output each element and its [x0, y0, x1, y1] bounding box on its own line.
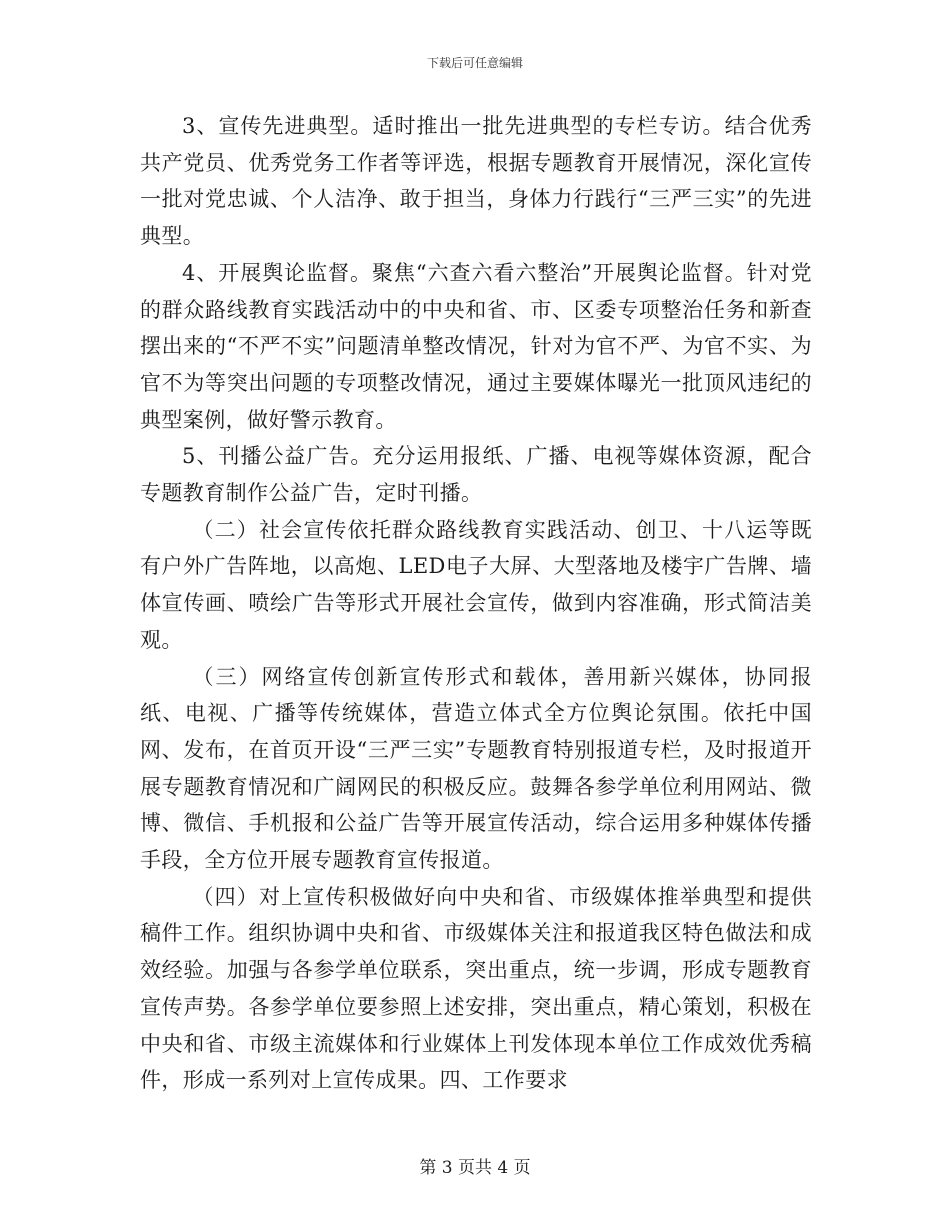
paragraph-publicize-models: 3、宣传先进典型。适时推出一批先进典型的专栏专访。结合优秀共产党员、优秀党务工作者等评选，根据专题教育开展情况，深化宣传一批对党忠诚、个人洁净、敢于担当，身体力行践行“三严三实”的先进典型。: [140, 114, 812, 249]
paragraph-upward-publicity: （四）对上宣传积极做好向中央和省、市级媒体推举典型和提供稿件工作。组织协调中央和省、市级媒体关注和报道我区特色做法和成效经验。加强与各参学单位联系，突出重点，统一步调，形成专题教育宣传声势。各参学单位要参照上述安排，突出重点，精心策划，积极在中央和省、市级主流媒体和行业媒体上刊发体现本单位工作成效优秀稿件，形成一系列对上宣传成果。四、工作要求: [140, 884, 812, 1093]
paragraph-social-publicity: （二）社会宣传依托群众路线教育实践活动、创卫、十八运等既有户外广告阵地，以高炮、LED电子大屏、大型落地及楼宇广告牌、墙体宣传画、喷绘广告等形式开展社会宣传，做到内容准确，形式简洁美观。: [140, 517, 812, 652]
document-body: [140, 108, 812, 1099]
paragraph-public-opinion-supervision: 4、开展舆论监督。聚焦“六查六看六整治”开展舆论监督。针对党的群众路线教育实践活动中的中央和省、市、区委专项整治任务和新查摆出来的“不严不实”问题清单整改情况，针对为官不严、为官不实、为官不为等突出问题的专项整改情况，通过主要媒体曝光一批顶风违纪的典型案例，做好警示教育。: [140, 260, 812, 432]
paragraph-online-publicity: （三）网络宣传创新宣传形式和载体，善用新兴媒体，协同报纸、电视、广播等传统媒体，营造立体式全方位舆论氛围。依托中国网、发布，在首页开设“三严三实”专题教育特别报道专栏，及时报道开展专题教育情况和广阔网民的积极反应。鼓舞各参学单位利用网站、微博、微信、手机报和公益广告等开展宣传活动，综合运用多种媒体传播手段，全方位开展专题教育宣传报道。: [140, 664, 812, 873]
paragraph-public-service-ads: 5、刊播公益广告。充分运用报纸、广播、电视等媒体资源，配合专题教育制作公益广告，定时刊播。: [140, 444, 812, 506]
page-number: 第 3 页共 4 页: [419, 1158, 531, 1178]
header-note: 下载后可任意编辑: [426, 56, 523, 70]
